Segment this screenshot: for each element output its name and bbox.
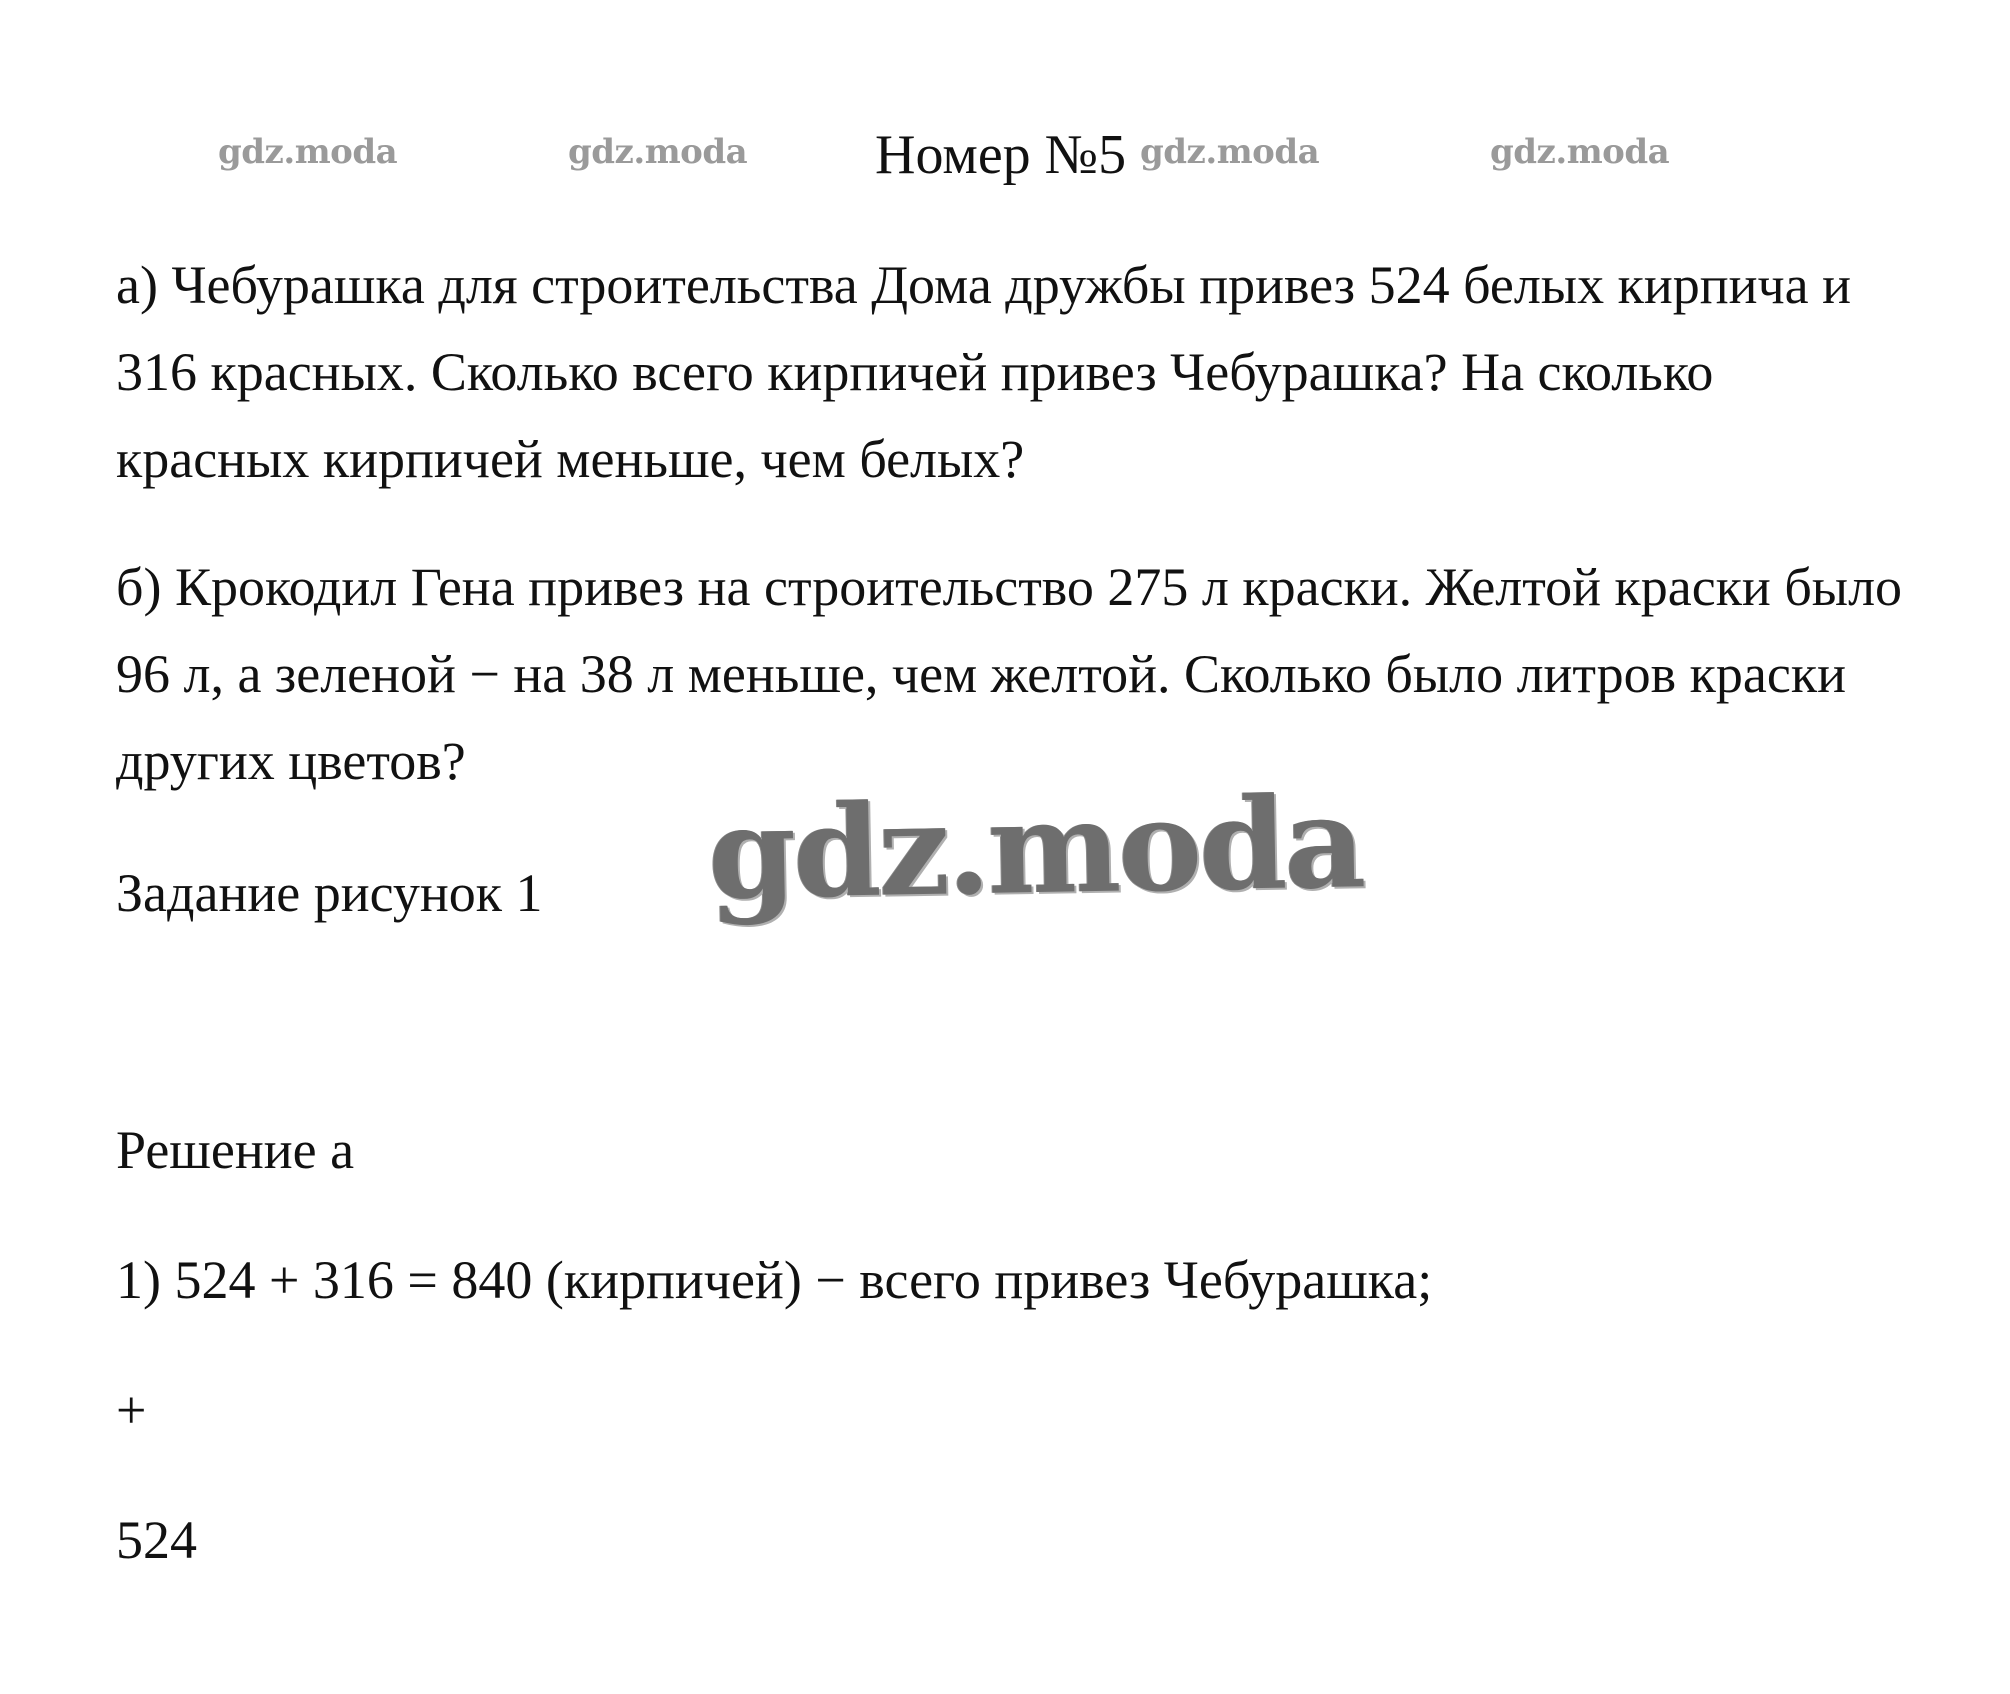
figure-label: Задание рисунок 1: [116, 863, 543, 923]
watermark-large: gdz.moda: [706, 768, 1364, 928]
watermark-small-2: gdz.moda: [568, 132, 748, 172]
watermark-small-3: gdz.moda: [1140, 132, 1320, 172]
solution-heading: Решение а: [116, 1120, 355, 1180]
column-operator: +: [116, 1380, 147, 1440]
column-operand-1: 524: [116, 1510, 197, 1570]
watermark-small-1: gdz.moda: [218, 132, 398, 172]
solution-step-1: 1) 524 + 316 = 840 (кирпичей) − всего привез Чебурашка;: [116, 1250, 1433, 1310]
problem-part-a: а) Чебурашка для строительства Дома дружбы привез 524 белых кирпича и 316 красных. Сколько всего кирпичей привез Чебурашка? На сколько красных кирпичей меньше, чем белых?: [116, 255, 1852, 489]
problem-part-b: б) Крокодил Гена привез на строительство 275 л краски. Желтой краски было 96 л, а зеленой − на 38 л меньше, чем желтой. Сколько было литров краски других цветов?: [116, 557, 1903, 791]
page-title: Номер №5: [875, 124, 1127, 186]
watermark-small-4: gdz.moda: [1490, 132, 1670, 172]
